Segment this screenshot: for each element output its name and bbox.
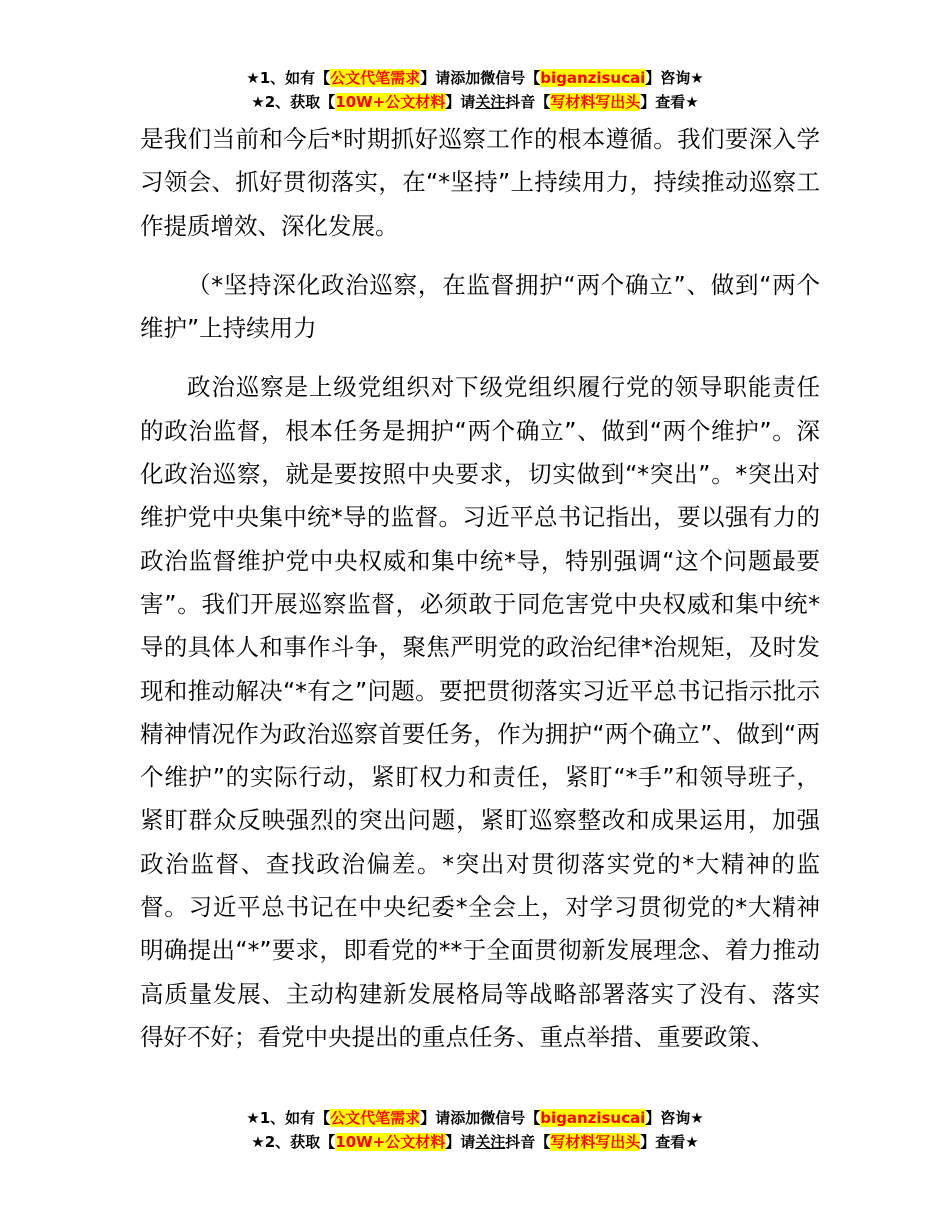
paragraph-political-inspection: 政治巡察是上级党组织对下级党组织履行党的领导职能责任的政治监督，根本任务是拥护“两个确立”、做到“两个维护”。深化政治巡察，就是要按照中央要求，切实做到“*突出”。*突出对维护党中央集中统*导的监督。习近平总书记指出，要以强有力的政治监督维护党中央权威和集中统*导，特别强调“这个问题最要害”。我们开展巡察监督，必须敢于同危害党中央权威和集中统*导的具体人和事作斗争，聚焦严明党的政治纪律*治规矩，及时发现和推动解决“*有之”问题。要把贯彻落实习近平总书记指示批示精神情况作为政治巡察首要任务，作为拥护“两个确立”、做到“两个维护”的实际行动，紧盯权力和责任，紧盯“*手”和领导班子，紧盯群众反映强烈的突出问题，紧盯巡察整改和成果运用，加强政治监督、查找政治偏差。*突出对贯彻落实党的*大精神的监督。习近平总书记在中央纪委*全会上，对学习贯彻党的*大精神明确提出“*”要求，即看党的**于全面贯彻新发展理念、着力推动高质量发展、主动构建新发展格局等战略部署落实了没有、落实得好不好；看党中央提出的重点任务、重点举措、重要政策、 [140, 373, 820, 1051]
banner-text: ★1、如有【 [246, 69, 331, 87]
banner-text: 抖音【 [505, 93, 551, 111]
banner-text: ★2、获取【 [251, 93, 336, 111]
banner-text: ★2、获取【 [251, 1133, 336, 1151]
banner-highlight: 10W+公文材料 [335, 1133, 446, 1151]
banner-line-2 [0, 90, 950, 114]
document-body [140, 118, 820, 1059]
banner-line-1 [0, 66, 950, 90]
footer-banner [0, 1106, 950, 1154]
banner-highlight: 写材料写出头 [550, 93, 641, 111]
banner-text: ★1、如有【 [246, 1109, 331, 1127]
banner-wechat-id: biganzisucai [540, 69, 646, 87]
banner-highlight: 10W+公文材料 [335, 93, 446, 111]
banner-text: 】请 [445, 1133, 476, 1151]
banner-text: 】查看★ [640, 1133, 699, 1151]
banner-wechat-id: biganzisucai [540, 1109, 646, 1127]
banner-text: 】请添加微信号【 [420, 69, 541, 87]
banner-text: 】咨询★ [645, 69, 704, 87]
banner-text: 】查看★ [640, 93, 699, 111]
banner-underlined: 关注 [475, 93, 506, 111]
banner-highlight: 写材料写出头 [550, 1133, 641, 1151]
banner-line-2 [0, 1130, 950, 1154]
banner-text: 】咨询★ [645, 1109, 704, 1127]
banner-underlined: 关注 [475, 1133, 506, 1151]
banner-line-1 [0, 1106, 950, 1130]
banner-text: 】请 [445, 93, 476, 111]
section-heading: （*坚持深化政治巡察，在监督拥护“两个确立”、做到“两个维护”上持续用力 [140, 270, 820, 343]
banner-highlight: 公文代笔需求 [330, 1109, 421, 1127]
banner-highlight: 公文代笔需求 [330, 69, 421, 87]
banner-text: 】请添加微信号【 [420, 1109, 541, 1127]
paragraph-continuation: 是我们当前和今后*时期抓好巡察工作的根本遵循。我们要深入学习领会、抓好贯彻落实，在“*坚持”上持续用力，持续推动巡察工作提质增效、深化发展。 [140, 125, 820, 240]
banner-text: 抖音【 [505, 1133, 551, 1151]
header-banner [0, 66, 950, 114]
